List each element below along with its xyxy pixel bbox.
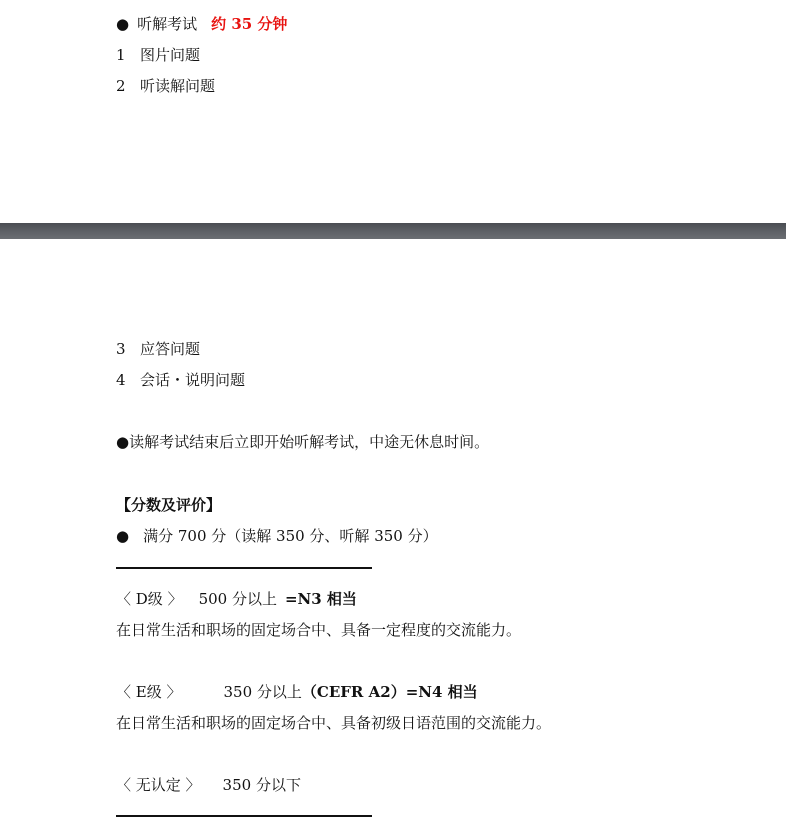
document-page-2 bbox=[0, 239, 786, 821]
bullet-icon: ● bbox=[116, 15, 130, 33]
list-item bbox=[116, 339, 200, 359]
level-range: 350 分以下 bbox=[222, 776, 301, 794]
listening-exam-label: 听解考试 bbox=[137, 15, 198, 33]
no-certification-line bbox=[116, 775, 301, 795]
list-item-number: 3 bbox=[116, 340, 126, 358]
level-equivalent: =N3 相当 bbox=[284, 590, 357, 608]
divider-line bbox=[116, 567, 372, 569]
level-label: 〈 无认定 〉 bbox=[116, 776, 201, 794]
level-label: 〈 D级 〉 bbox=[116, 590, 183, 608]
list-item-number: 1 bbox=[116, 46, 126, 64]
level-e-description: 在日常生活和职场的固定场合中、具备初级日语范围的交流能力。 bbox=[116, 714, 552, 732]
level-range: 350 分以上 bbox=[223, 683, 302, 701]
exam-note: ●读解考试结束后立即开始听解考试，中途无休息时间。 bbox=[116, 433, 490, 451]
list-item-number: 2 bbox=[116, 77, 126, 95]
level-d-line bbox=[116, 589, 357, 609]
list-item-text: 听读解问题 bbox=[140, 77, 216, 95]
full-score-text: 满分 700 分（读解 350 分、听解 350 分） bbox=[143, 527, 438, 545]
level-range: 500 分以上 bbox=[198, 590, 277, 608]
list-item bbox=[116, 370, 245, 390]
listening-exam-time: 约 35 分钟 bbox=[211, 15, 288, 33]
divider-line bbox=[116, 815, 372, 817]
list-item bbox=[116, 45, 200, 65]
list-item-text: 图片问题 bbox=[140, 46, 201, 64]
list-item-text: 应答问题 bbox=[140, 340, 201, 358]
level-d-description: 在日常生活和职场的固定场合中、具备一定程度的交流能力。 bbox=[116, 621, 522, 639]
list-item bbox=[116, 76, 215, 96]
bullet-icon: ● bbox=[116, 527, 130, 545]
score-heading: 【分数及评价】 bbox=[116, 496, 222, 514]
document-page-1 bbox=[0, 0, 786, 223]
level-label: 〈 E级 〉 bbox=[116, 683, 182, 701]
level-equivalent: （CEFR A2）=N4 相当 bbox=[301, 683, 478, 701]
full-score-line bbox=[116, 526, 438, 546]
level-e-line bbox=[116, 682, 478, 702]
list-item-number: 4 bbox=[116, 371, 126, 389]
listening-exam-line bbox=[116, 14, 287, 34]
list-item-text: 会话・说明问题 bbox=[140, 371, 246, 389]
page-separator bbox=[0, 223, 786, 239]
